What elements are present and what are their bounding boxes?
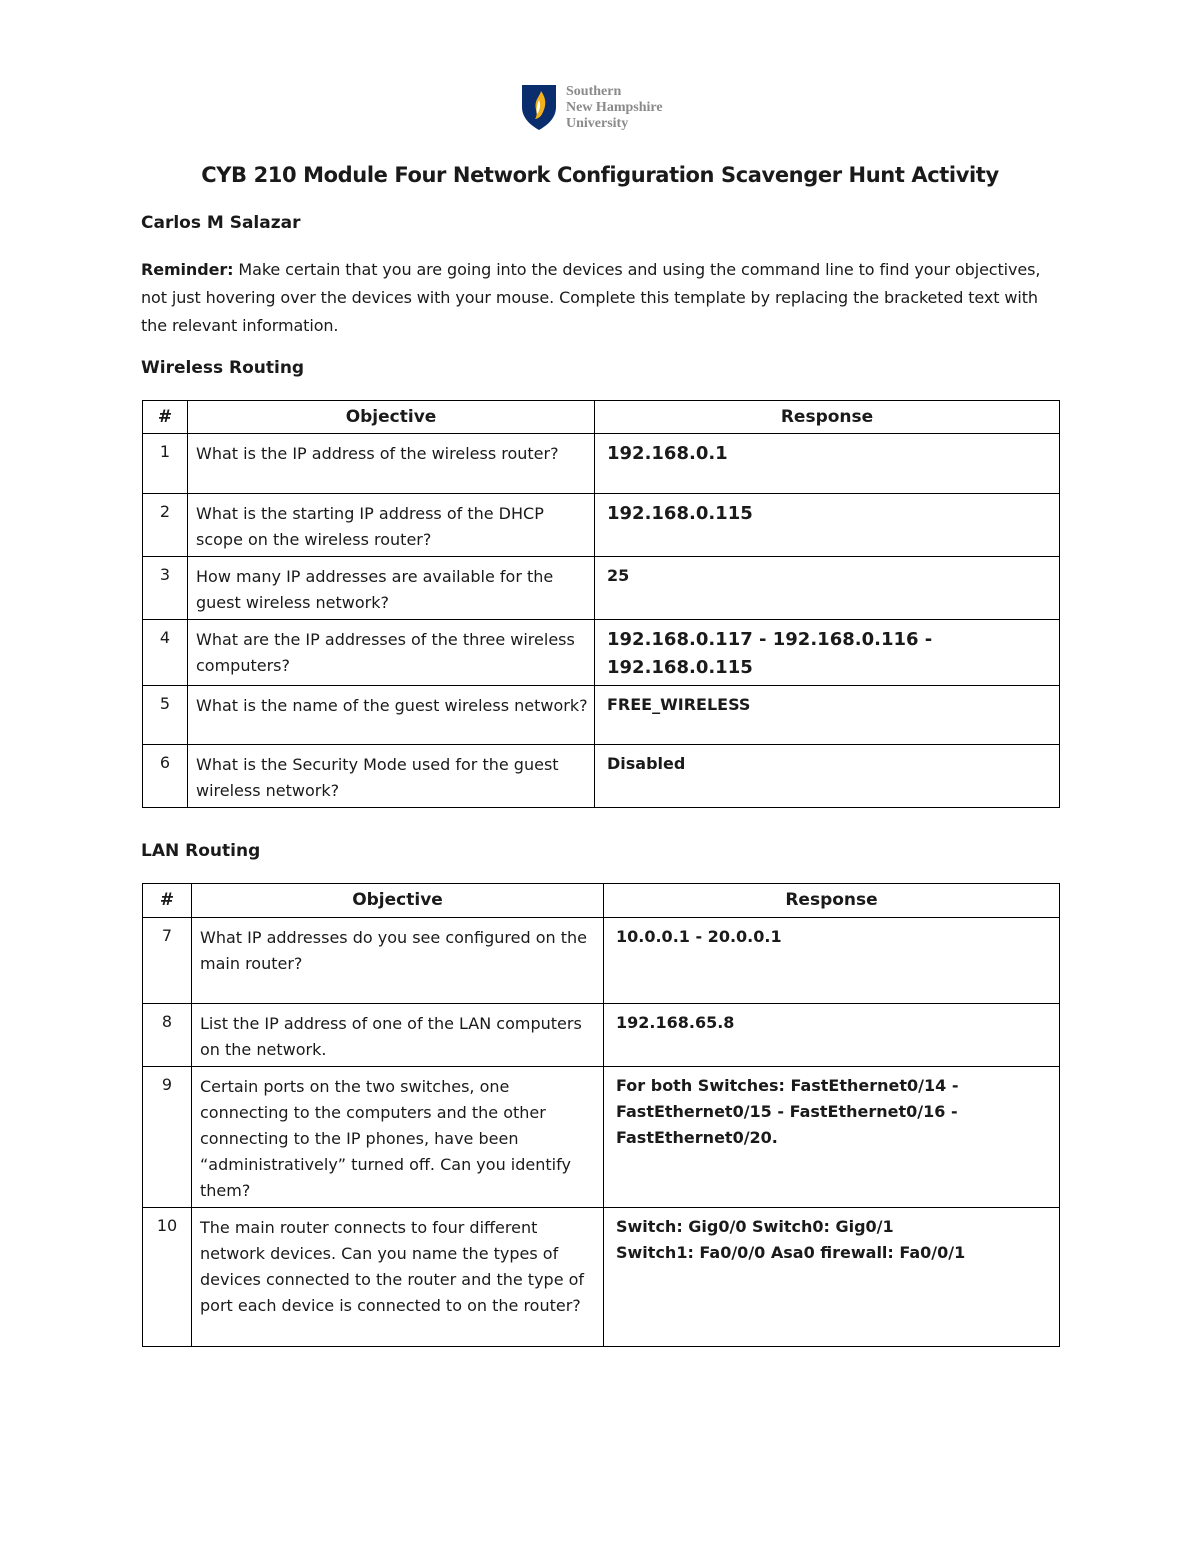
row-objective: What is the IP address of the wireless router? [188, 434, 595, 494]
row-response: 10.0.0.1 - 20.0.0.1 [604, 918, 1060, 1004]
table-row [143, 1067, 1060, 1208]
row-objective: What are the IP addresses of the three wireless computers? [188, 620, 595, 686]
lan-routing-heading: LAN Routing [141, 841, 261, 861]
reminder-text: Make certain that you are going into the devices and using the command line to find your objectives, not just hovering over the devices with your mouse. Complete this template by replacing the bracketed text with the relevant information. [141, 260, 1041, 335]
table-row [143, 745, 1060, 808]
table-header-row [143, 884, 1060, 918]
reminder-paragraph [141, 256, 1066, 340]
row-response: 192.168.65.8 [604, 1004, 1060, 1067]
response-line: Switch: Gig0/0 Switch0: Gig0/1 [616, 1217, 894, 1236]
column-header-number: # [143, 401, 188, 434]
row-objective: List the IP address of one of the LAN computers on the network. [192, 1004, 604, 1067]
row-response: For both Switches: FastEthernet0/14 - FastEthernet0/15 - FastEthernet0/16 - FastEthernet0/20. [604, 1067, 1060, 1208]
column-header-objective: Objective [188, 401, 595, 434]
row-objective: What is the Security Mode used for the guest wireless network? [188, 745, 595, 808]
row-response: 25 [595, 557, 1060, 620]
row-objective: What is the name of the guest wireless network? [188, 686, 595, 745]
row-objective: Certain ports on the two switches, one connecting to the computers and the other connecting to the IP phones, have been “administratively” turned off. Can you identify them? [192, 1067, 604, 1208]
row-response: Disabled [595, 745, 1060, 808]
row-response: 192.168.0.115 [595, 494, 1060, 557]
row-number: 6 [143, 745, 188, 808]
document-title: CYB 210 Module Four Network Configuration Scavenger Hunt Activity [201, 163, 999, 187]
logo-line-2: New Hampshire [566, 100, 663, 115]
row-objective: What IP addresses do you see configured on the main router? [192, 918, 604, 1004]
wireless-routing-heading: Wireless Routing [141, 358, 305, 378]
row-number: 9 [143, 1067, 192, 1208]
row-response: 192.168.0.1 [595, 434, 1060, 494]
author-name: Carlos M Salazar [141, 213, 301, 233]
reminder-label: Reminder: [141, 260, 234, 279]
table-row [143, 686, 1060, 745]
column-header-number: # [143, 884, 192, 918]
row-number: 4 [143, 620, 188, 686]
table-row [143, 620, 1060, 686]
table-row [143, 557, 1060, 620]
table-row [143, 494, 1060, 557]
row-number: 10 [143, 1208, 192, 1347]
university-shield-icon [520, 83, 558, 131]
row-objective: What is the starting IP address of the DHCP scope on the wireless router? [188, 494, 595, 557]
row-objective: The main router connects to four different network devices. Can you name the types of devices connected to the router and the type of port each device is connected to on the router? [192, 1208, 604, 1347]
row-number: 5 [143, 686, 188, 745]
table-row [143, 1208, 1060, 1347]
row-number: 1 [143, 434, 188, 494]
row-number: 7 [143, 918, 192, 1004]
row-objective: How many IP addresses are available for the guest wireless network? [188, 557, 595, 620]
column-header-objective: Objective [192, 884, 604, 918]
table-header-row [143, 401, 1060, 434]
wireless-routing-table [142, 400, 1060, 808]
row-response [604, 1208, 1060, 1347]
university-name [566, 84, 663, 132]
response-line: Switch1: Fa0/0/0 Asa0 firewall: Fa0/0/1 [616, 1243, 966, 1262]
table-row [143, 434, 1060, 494]
row-response: 192.168.0.117 - 192.168.0.116 - 192.168.0.115 [595, 620, 1060, 686]
logo-line-1: Southern [566, 84, 622, 99]
column-header-response: Response [604, 884, 1060, 918]
lan-routing-table [142, 883, 1060, 1347]
column-header-response: Response [595, 401, 1060, 434]
row-number: 3 [143, 557, 188, 620]
logo-line-3: University [566, 116, 629, 131]
row-number: 8 [143, 1004, 192, 1067]
table-row [143, 918, 1060, 1004]
table-row [143, 1004, 1060, 1067]
row-response: FREE_WIRELESS [595, 686, 1060, 745]
university-logo [520, 83, 663, 133]
row-number: 2 [143, 494, 188, 557]
